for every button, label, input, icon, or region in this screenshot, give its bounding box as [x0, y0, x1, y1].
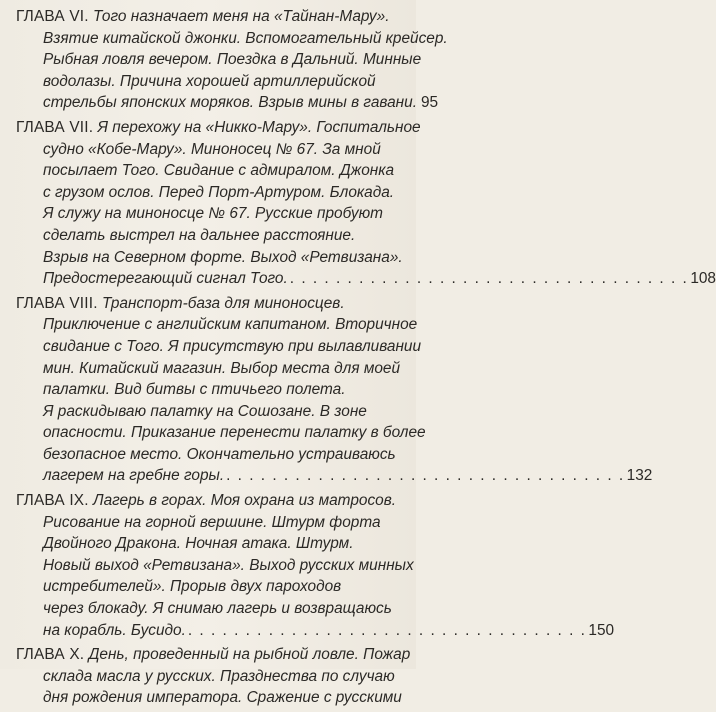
toc-line: водолазы. Причина хорошей артиллерийской	[43, 72, 376, 90]
page-number: 108	[690, 270, 716, 288]
chapter-text: Транспорт-база для миноносцев.	[101, 294, 345, 312]
toc-line: Новый выход «Ретвизана». Выход русских минных	[43, 556, 414, 574]
chapter-label: ГЛАВА X.	[16, 646, 85, 664]
toc-line: Я служу на миноносце № 67. Русские пробуют	[43, 205, 383, 223]
chapter-text: на корабль. Бусидо.	[43, 621, 186, 639]
chapter-text: стрельбы японских моряков. Взрыв мины в гавани.	[43, 94, 417, 112]
toc-line: Двойного Дракона. Ночная атака. Штурм.	[43, 535, 354, 553]
toc-line: безопасное место. Окончательно устраиваюсь	[43, 445, 396, 463]
toc-line: дня рождения императора. Сражение с русскими	[43, 689, 402, 707]
toc-entry-chapter-6	[16, 6, 448, 114]
toc-line: судно «Кобе-Мару». Миноносец № 67. За мной	[43, 140, 381, 158]
toc-line: посылает Того. Свидание с адмиралом. Джонка	[43, 162, 395, 180]
toc-line: Я раскидываю палатку на Сошозане. В зоне	[43, 402, 367, 420]
chapter-text: Того назначает меня на «Тайнан-Мару».	[93, 8, 390, 25]
chapter-text: Предостерегающий сигнал Того.	[43, 270, 288, 288]
toc-line: с грузом ослов. Перед Порт-Артуром. Блокада.	[43, 183, 395, 201]
toc-entry-chapter-7	[16, 117, 716, 290]
toc-line-last	[16, 465, 653, 487]
toc-line: Взятие китайской джонки. Вспомогательный крейсер.	[43, 29, 448, 47]
chapter-text: Я перехожу на «Никко-Мару». Госпитальное	[97, 118, 421, 136]
toc-line: через блокаду. Я снимаю лагерь и возвращаюсь	[43, 600, 392, 618]
table-of-contents	[16, 6, 716, 712]
page-number: 95	[420, 94, 439, 112]
toc-entry-chapter-10	[16, 644, 411, 709]
dot-leader: . . . . . . . . . . . . . . . . . . . . . . . . . . . . . . . . . . .	[289, 270, 689, 288]
chapter-label: ГЛАВА IX.	[16, 492, 89, 510]
dot-leader: . . . . . . . . . . . . . . . . . . . . . . . . . . . . . . . . . . .	[187, 621, 587, 639]
chapter-label: ГЛАВА VI.	[16, 8, 89, 25]
toc-line-last	[16, 268, 716, 290]
chapter-label: ГЛАВА VII.	[16, 118, 94, 136]
toc-line	[16, 6, 406, 28]
toc-line: Рыбная ловля вечером. Поездка в Дальний. Минные	[43, 51, 422, 69]
page-number: 132	[626, 467, 653, 485]
toc-line: Приключение с английским капитаном. Вторичное	[43, 316, 418, 334]
dot-leader: . . . . . . . . . . . . . . . . . . . . . . . . . . . . . . . . . . .	[226, 467, 625, 485]
toc-line: опасности. Приказание перенести палатку в более	[43, 424, 426, 442]
toc-line: Рисование на горной вершине. Штурм форта	[43, 513, 381, 531]
page-number: 150	[588, 621, 615, 639]
toc-line	[16, 490, 406, 512]
toc-line	[16, 644, 411, 666]
toc-line: склада масла у русских. Празднества по случаю	[43, 667, 395, 685]
chapter-text: Лагерь в горах. Моя охрана из матросов.	[93, 492, 397, 510]
chapter-text: лагерем на гребне горы.	[43, 467, 225, 485]
toc-line: свидание с Того. Я присутствую при вылавливании	[43, 337, 422, 355]
toc-line: мин. Китайский магазин. Выбор места для моей	[43, 359, 401, 377]
toc-line	[16, 117, 421, 139]
toc-entry-chapter-8	[16, 293, 653, 487]
toc-line-last	[16, 620, 615, 642]
toc-line-last	[16, 92, 439, 114]
toc-line: Взрыв на Северном форте. Выход «Ретвизана».	[43, 248, 403, 266]
chapter-text: День, проведенный на рыбной ловле. Пожар	[88, 646, 411, 664]
toc-line: палатки. Вид битвы с птичьего полета.	[43, 381, 346, 399]
toc-line: сделать выстрел на дальнее расстояние.	[43, 226, 356, 244]
toc-line: истребителей». Прорыв двух пароходов	[43, 578, 342, 596]
chapter-label: ГЛАВА VIII.	[16, 294, 98, 312]
toc-entry-chapter-9	[16, 490, 615, 641]
toc-line	[16, 293, 406, 315]
